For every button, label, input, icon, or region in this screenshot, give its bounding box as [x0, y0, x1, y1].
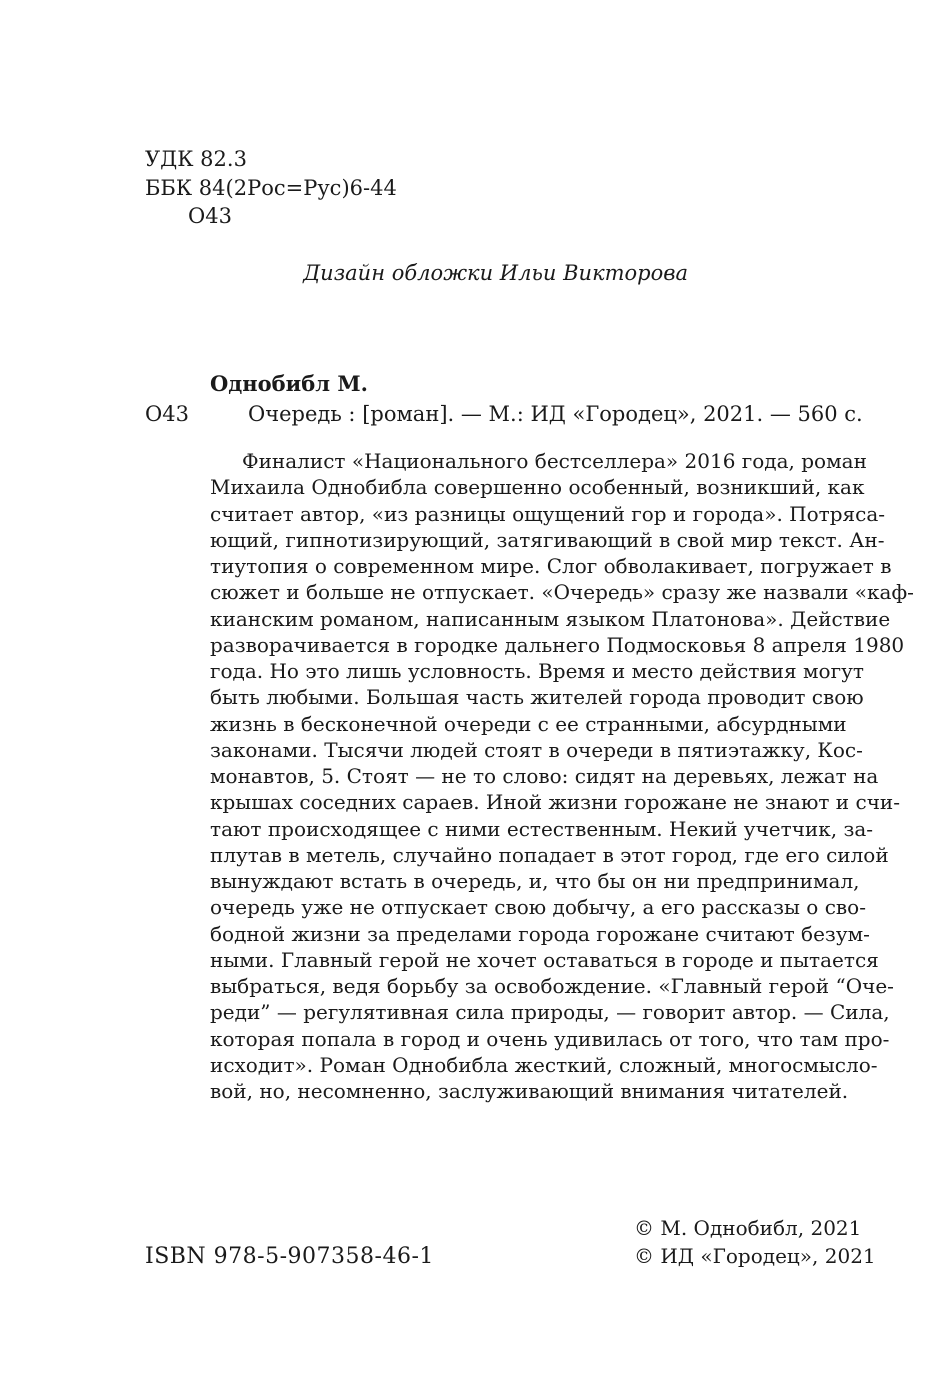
annotation-line: крышах соседних сараев. Иной жизни горожане не знают и счи-: [210, 790, 901, 815]
annotation-line: Михаила Однобибла совершенно особенный, возникший, как: [210, 475, 865, 500]
annotation-line: считает автор, «из разницы ощущений гор и города». Потряса-: [210, 501, 886, 526]
author-mark-code: О43: [188, 204, 232, 228]
annotation-line: Финалист «Национального бестселлера» 2016 года, роман: [242, 449, 867, 473]
copyright-publisher: © ИД «Городец», 2021: [634, 1244, 876, 1268]
cover-design-credit: Дизайн обложки Ильи Викторова: [303, 261, 688, 285]
catalog-author-mark: О43: [145, 402, 189, 426]
annotation-line: которая попала в город и очень удивилась от того, что там про-: [210, 1026, 890, 1051]
annotation-line: сюжет и больше не отпускает. «Очередь» сразу же назвали «каф-: [210, 580, 914, 605]
annotation-line: года. Но это лишь условность. Время и место действия могут: [210, 659, 864, 683]
catalog-author: Однобибл М.: [210, 371, 368, 396]
copyright-author: © М. Однобибл, 2021: [634, 1216, 862, 1240]
annotation-paragraph: [210, 448, 914, 1104]
annotation-line: разворачивается в городке дальнего Подмосковья 8 апреля 1980: [210, 632, 905, 657]
annotation-line: бодной жизни за пределами города горожане считают безум-: [210, 921, 870, 946]
annotation-line: тиутопия о современном мире. Слог обволакивает, погружает в: [210, 554, 892, 578]
udk-code: УДК 82.3: [145, 147, 247, 171]
annotation-line: тают происходящее с ними естественным. Некий учетчик, за-: [210, 816, 874, 841]
annotation-line: ющий, гипнотизирующий, затягивающий в свой мир текст. Ан-: [210, 527, 885, 552]
annotation-line: реди” — регулятивная сила природы, — говорит автор. — Сила,: [210, 1000, 890, 1025]
annotation-line: ными. Главный герой не хочет оставаться в городе и пытается: [210, 947, 879, 972]
annotation-line: кианским романом, написанным языком Платонова». Действие: [210, 606, 891, 631]
annotation-line: выбраться, ведя борьбу за освобождение. «Главный герой “Оче-: [210, 974, 894, 998]
isbn-number: ISBN 978-5-907358-46-1: [145, 1244, 434, 1269]
annotation-line: жизнь в бесконечной очереди с ее странными, абсурдными: [210, 711, 847, 736]
bbk-code: ББК 84(2Рос=Рус)6-44: [145, 176, 397, 200]
annotation-line: плутав в метель, случайно попадает в этот город, где его силой: [210, 842, 889, 867]
annotation-line: вынуждают встать в очередь, и, что бы он ни предпринимал,: [210, 869, 860, 893]
catalog-title-line: Очередь : [роман]. — М.: ИД «Городец», 2021. — 560 с.: [248, 402, 863, 426]
annotation-line: исходит». Роман Однобибла жесткий, сложный, многосмысло-: [210, 1052, 878, 1077]
annotation-line: быть любыми. Большая часть жителей города проводит свою: [210, 685, 864, 710]
annotation-line: законами. Тысячи людей стоят в очереди в пятиэтажку, Кос-: [210, 737, 863, 762]
annotation-line: очередь уже не отпускает свою добычу, а его рассказы о сво-: [210, 895, 866, 920]
annotation-line: вой, но, несомненно, заслуживающий внимания читателей.: [210, 1079, 849, 1103]
annotation-line: монавтов, 5. Стоят — не то слово: сидят на деревьях, лежат на: [210, 764, 879, 788]
